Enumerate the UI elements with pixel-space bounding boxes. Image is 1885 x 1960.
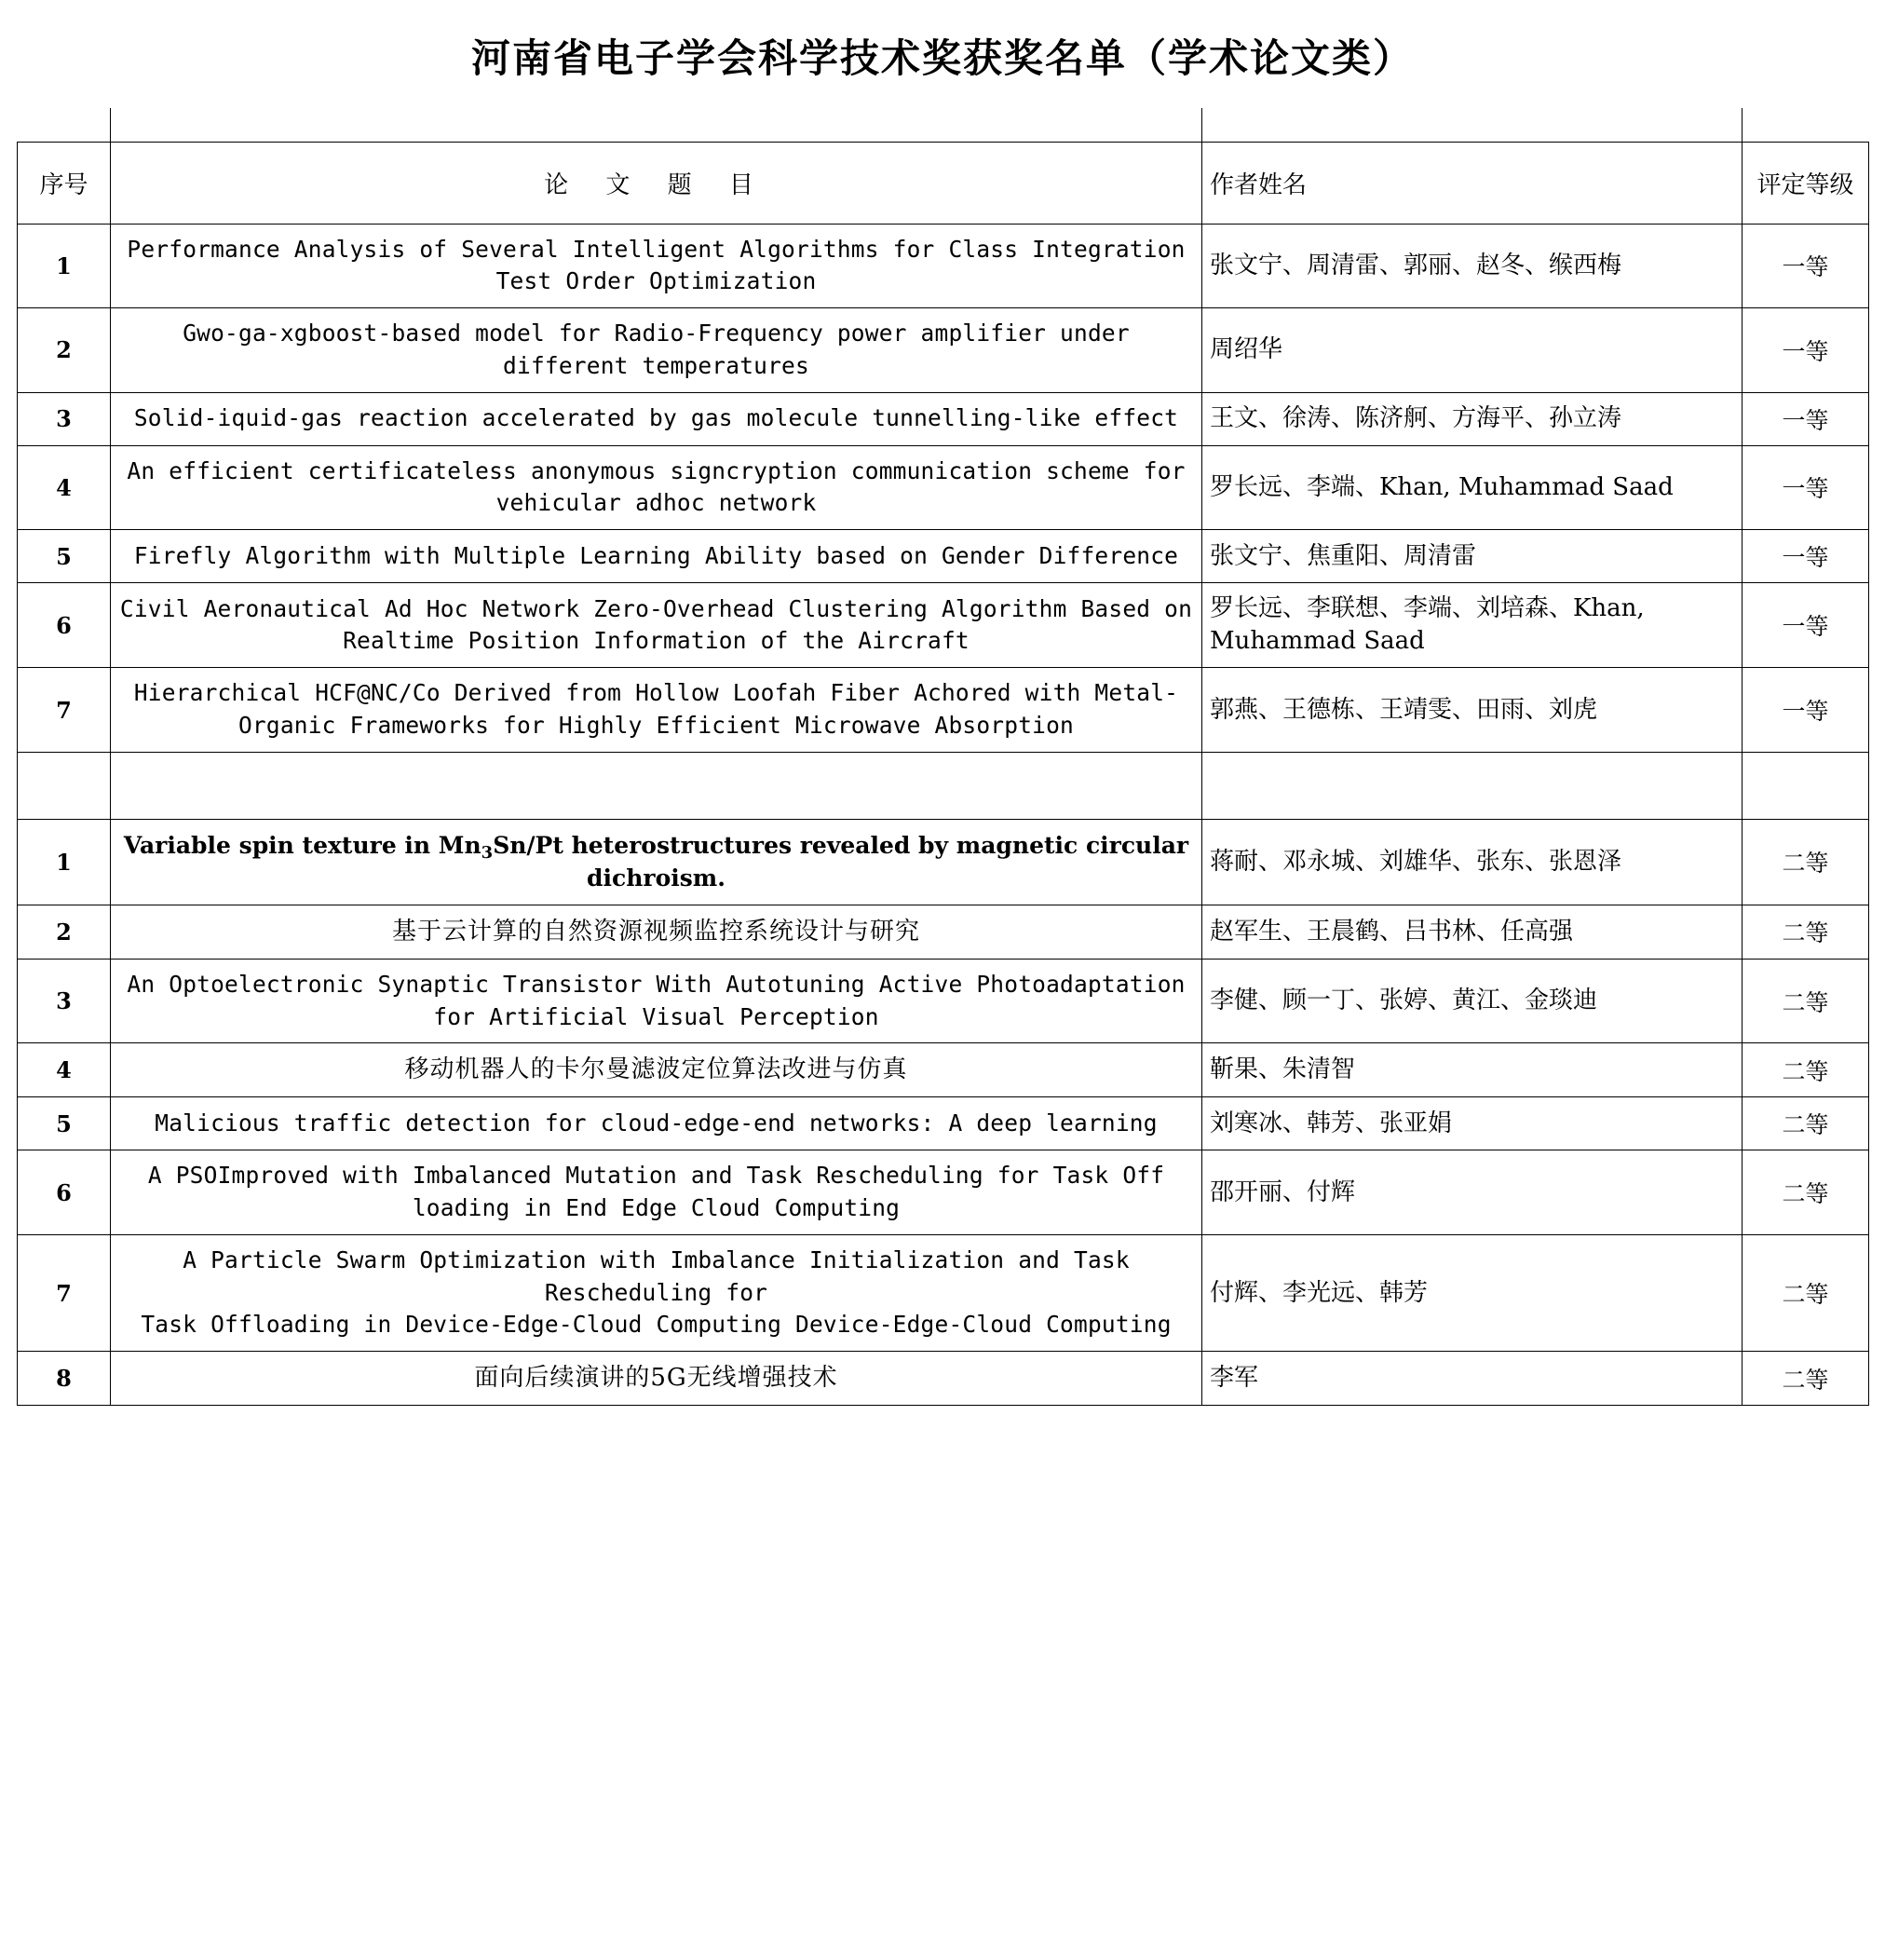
row-index-cell: 3 [18,959,111,1043]
table-row [18,668,1869,753]
grade-cell: 二等 [1743,1234,1869,1351]
table-row [18,752,1869,819]
authors-cell: 邵开丽、付辉 [1202,1150,1743,1235]
grade-cell: 二等 [1743,1352,1869,1406]
table-top-spacer-row [18,108,1869,142]
paper-title-cell: 移动机器人的卡尔曼滤波定位算法改进与仿真 [111,1043,1202,1097]
authors-cell: 李军 [1202,1352,1743,1406]
grade-cell: 二等 [1743,1097,1869,1150]
table-row [18,530,1869,583]
row-index-cell: 4 [18,1043,111,1097]
row-index-cell: 8 [18,1352,111,1406]
spacer-cell-author [1202,108,1743,142]
grade-cell: 二等 [1743,1043,1869,1097]
column-header-grade: 评定等级 [1743,142,1869,224]
table-row [18,1150,1869,1235]
row-index-cell: 1 [18,224,111,308]
spacer-cell-title [111,108,1202,142]
grade-cell: 一等 [1743,583,1869,668]
paper-title-cell: Solid-iquid-gas reaction accelerated by gas molecule tunnelling-like effect [111,392,1202,445]
paper-title-cell: Variable spin texture in $Mn_3Sn/Pt$ heterostructures revealed by magnetic circular dichroism. [111,819,1202,905]
authors-cell: 郭燕、王德栋、王靖雯、田雨、刘虎 [1202,668,1743,753]
row-index-cell: 5 [18,1097,111,1150]
grade-cell: 一等 [1743,392,1869,445]
authors-cell: 蒋耐、邓永城、刘雄华、张东、张恩泽 [1202,819,1743,905]
grade-cell: 二等 [1743,819,1869,905]
spacer-cell-grade [1743,108,1869,142]
grade-cell: 一等 [1743,445,1869,530]
authors-cell: 王文、徐涛、陈济舸、方海平、孙立涛 [1202,392,1743,445]
column-header-title: 论 文 题 目 [111,142,1202,224]
table-row [18,445,1869,530]
table-row [18,392,1869,445]
table-row [18,959,1869,1043]
grade-cell [1743,752,1869,819]
page-title: 河南省电子学会科学技术奖获奖名单（学术论文类） [470,35,1414,81]
paper-title-cell: Gwo-ga-xgboost-based model for Radio-Frequency power amplifier under different temperatures [111,308,1202,393]
row-index-cell: 1 [18,819,111,905]
table-row [18,308,1869,393]
grade-cell: 一等 [1743,668,1869,753]
authors-cell: 付辉、李光远、韩芳 [1202,1234,1743,1351]
authors-cell: 周绍华 [1202,308,1743,393]
paper-title-cell: An Optoelectronic Synaptic Transistor With Autotuning Active Photoadaptation for Artificial Visual Perception [111,959,1202,1043]
table-row [18,1043,1869,1097]
paper-title-cell: Malicious traffic detection for cloud-edge-end networks: A deep learning [111,1097,1202,1150]
column-header-no: 序号 [18,142,111,224]
authors-cell: 张文宁、周清雷、郭丽、赵冬、缑西梅 [1202,224,1743,308]
table-row [18,819,1869,905]
row-index-cell: 5 [18,530,111,583]
row-index-cell: 7 [18,668,111,753]
paper-title-cell: Performance Analysis of Several Intelligent Algorithms for Class Integration Test Order Optimization [111,224,1202,308]
authors-cell: 刘寒冰、韩芳、张亚娟 [1202,1097,1743,1150]
authors-cell [1202,752,1743,819]
table-row [18,1234,1869,1351]
table-row [18,1352,1869,1406]
grade-cell: 一等 [1743,530,1869,583]
authors-cell: 罗长远、李联想、李端、刘培森、Khan, Muhammad Saad [1202,583,1743,668]
row-index-cell: 4 [18,445,111,530]
grade-cell: 二等 [1743,905,1869,959]
table-row [18,1097,1869,1150]
table-row [18,583,1869,668]
row-index-cell [18,752,111,819]
paper-title-cell: An efficient certificateless anonymous signcryption communication scheme for vehicular adhoc network [111,445,1202,530]
spacer-cell-no [18,108,111,142]
table-row [18,224,1869,308]
row-index-cell: 2 [18,308,111,393]
paper-title-cell: A PSOImproved with Imbalanced Mutation and Task Rescheduling for Task Off loading in End Edge Cloud Computing [111,1150,1202,1235]
grade-cell: 二等 [1743,1150,1869,1235]
authors-cell: 靳果、朱清智 [1202,1043,1743,1097]
row-index-cell: 6 [18,1150,111,1235]
authors-cell: 李健、顾一丁、张婷、黄江、金琰迪 [1202,959,1743,1043]
paper-title-cell: 基于云计算的自然资源视频监控系统设计与研究 [111,905,1202,959]
paper-title-cell [111,752,1202,819]
row-index-cell: 2 [18,905,111,959]
paper-title-cell: Firefly Algorithm with Multiple Learning Ability based on Gender Difference [111,530,1202,583]
column-header-author: 作者姓名 [1202,142,1743,224]
grade-cell: 一等 [1743,308,1869,393]
page-title-row [0,0,1885,108]
paper-title-cell: Civil Aeronautical Ad Hoc Network Zero-Overhead Clustering Algorithm Based on Realtime Position Information of the Aircraft [111,583,1202,668]
table-row [18,905,1869,959]
row-index-cell: 3 [18,392,111,445]
authors-cell: 赵军生、王晨鹤、吕书林、任高强 [1202,905,1743,959]
paper-title-cell: Hierarchical HCF@NC/Co Derived from Hollow Loofah Fiber Achored with Metal-Organic Frameworks for Highly Efficient Microwave Absorption [111,668,1202,753]
grade-cell: 二等 [1743,959,1869,1043]
row-index-cell: 6 [18,583,111,668]
award-list-table [17,108,1869,1406]
row-index-cell: 7 [18,1234,111,1351]
table-header-row [18,142,1869,224]
authors-cell: 罗长远、李端、Khan, Muhammad Saad [1202,445,1743,530]
grade-cell: 一等 [1743,224,1869,308]
paper-title-cell: 面向后续演讲的5G无线增强技术 [111,1352,1202,1406]
paper-title-cell: A Particle Swarm Optimization with Imbalance Initialization and Task Rescheduling for Task Offloading in Device-Edge-Cloud Computing Device-Edge-Cloud Computing [111,1234,1202,1351]
authors-cell: 张文宁、焦重阳、周清雷 [1202,530,1743,583]
